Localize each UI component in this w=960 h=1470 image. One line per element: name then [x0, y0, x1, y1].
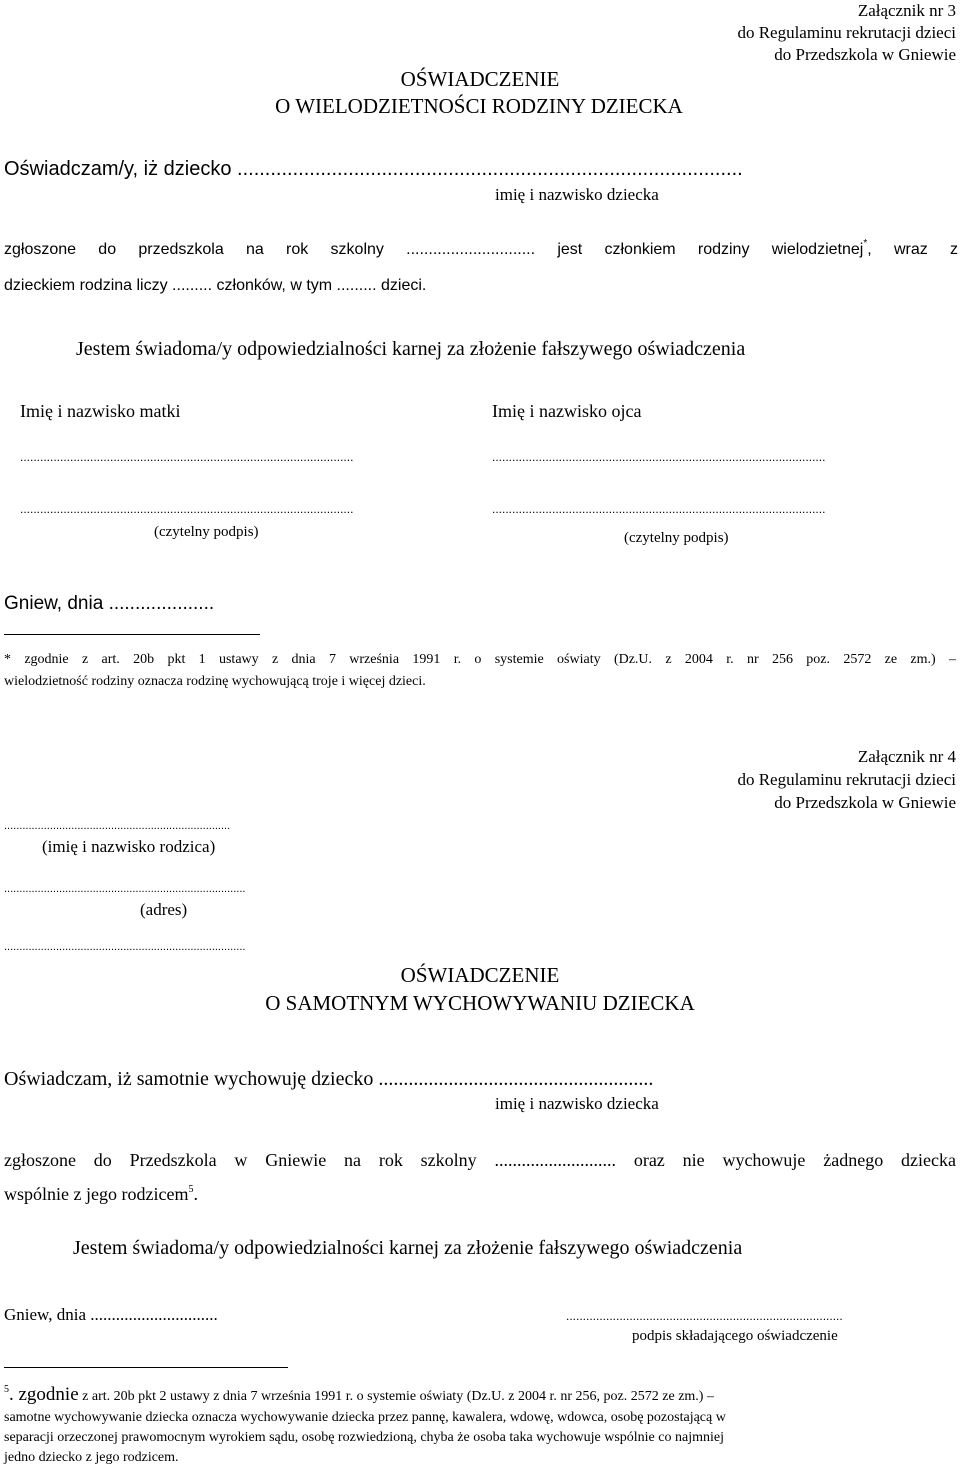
footnote-line: separacji orzeczonej prawomocnym wyrokiem sądu, osobę rozwiedzioną, chyba że osoba taka wychowuje wspólnie co najmniej — [4, 1430, 724, 1445]
father-name-dots: .................................................................................................... — [492, 450, 826, 464]
annex-institution: do Przedszkola w Gniewie — [774, 793, 956, 812]
title-line: OŚWIADCZENIE — [400, 963, 560, 987]
family-size-paragraph: dzieckiem rodzina liczy ......... członków, w tym ......... dzieci. — [4, 277, 427, 294]
declaration-title-2 — [0, 961, 960, 1017]
paragraph-text: zgłoszone do przedszkola na rok szkolny ............................. jest członkiem rodziny wielodzietnej — [4, 241, 864, 258]
mother-name-dots: .................................................................................................... — [20, 450, 354, 464]
child-name-caption: imię i nazwisko dziecka — [495, 1094, 659, 1113]
father-name-label: Imię i nazwisko ojca — [492, 401, 642, 421]
annex-institution: do Przedszkola w Gniewie — [774, 45, 956, 64]
footnote-separator — [4, 634, 260, 635]
child-name-line: Oświadczam, iż samotnie wychowuję dziecko ....................................................... — [4, 1068, 654, 1090]
mother-name-label: Imię i nazwisko matki — [20, 401, 181, 421]
footnote-line: wielodzietność rodziny oznacza rodzinę wychowującą troje i więcej dzieci. — [4, 674, 426, 689]
awareness-statement: Jestem świadoma/y odpowiedzialności karnej za złożenie fałszywego oświadczenia — [73, 1237, 743, 1259]
child-name-line: Oświadczam/y, iż dziecko ........................................................................................... — [4, 158, 743, 180]
parent-name-dots: .......................................................................... — [4, 820, 231, 832]
annex-number: Załącznik nr 3 — [857, 1, 956, 20]
title-line: O WIELODZIETNOŚCI RODZINY DZIECKA — [275, 94, 683, 118]
annex-number: Załącznik nr 4 — [857, 747, 956, 766]
footnote-text: z art. 20b pkt 2 ustawy z dnia 7 września 1991 r. o systemie oświaty (Dz.U. z 2004 r. nr 256, poz. 2572 ze zm.) – — [78, 1389, 714, 1404]
place-date-line: Gniew, dnia .............................. — [4, 1305, 218, 1324]
place-date-line: Gniew, dnia .................... — [4, 593, 215, 614]
footnote-marker: 5 — [4, 1384, 9, 1395]
annex-regulation: do Regulaminu rekrutacji dzieci — [737, 770, 956, 789]
footnote-marker: 5 — [188, 1184, 194, 1195]
address-dots: ............................................................................... — [4, 883, 246, 895]
paragraph-text-end: , wraz z — [867, 241, 958, 258]
address-caption: (adres) — [140, 900, 188, 919]
annex-header-3 — [737, 0, 956, 66]
footnote-line: jedno dziecko z jego rodzicem. — [4, 1450, 179, 1465]
footnote-line: samotne wychowywanie dziecka oznacza wychowywanie dziecka przez pannę, kawalera, wdowę, wdowca, osobę pozostającą w — [4, 1410, 726, 1425]
annex-regulation: do Regulaminu rekrutacji dzieci — [737, 23, 956, 42]
footnote-lead: . zgodnie — [9, 1384, 79, 1405]
signature-caption: podpis składającego oświadczenie — [632, 1328, 838, 1344]
declaration-title-1 — [0, 66, 960, 120]
mother-signature-caption: (czytelny podpis) — [154, 524, 259, 540]
sole-parent-paragraph — [4, 1184, 198, 1205]
address-dots-second: ............................................................................... — [4, 941, 246, 953]
footnote-line: * zgodnie z art. 20b pkt 1 ustawy z dnia 7 września 1991 r. o systemie oświaty (Dz.U. z 2004 r. nr 256 poz. 2572 ze zm.) – — [4, 652, 956, 667]
parent-name-caption: (imię i nazwisko rodzica) — [42, 837, 216, 856]
footnote-separator — [4, 1367, 288, 1368]
paragraph-text-end: . — [193, 1184, 198, 1204]
mother-signature-dots: .................................................................................................... — [20, 502, 354, 516]
school-year-paragraph — [4, 238, 958, 259]
annex-header-4 — [737, 745, 956, 814]
child-name-caption: imię i nazwisko dziecka — [495, 185, 659, 204]
title-line: O SAMOTNYM WYCHOWYWANIU DZIECKA — [265, 991, 695, 1015]
signature-dots: ................................................................................... — [566, 1309, 843, 1323]
awareness-statement: Jestem świadoma/y odpowiedzialności karnej za złożenie fałszywego oświadczenia — [76, 338, 746, 360]
father-signature-caption: (czytelny podpis) — [624, 530, 729, 546]
footnote-marker: * — [863, 238, 868, 249]
father-signature-dots: .................................................................................................... — [492, 502, 826, 516]
title-line: OŚWIADCZENIE — [400, 67, 560, 91]
footnote-line — [4, 1384, 926, 1406]
paragraph-text: wspólnie z jego rodzicem — [4, 1184, 189, 1204]
school-year-paragraph: zgłoszone do Przedszkola w Gniewie na rok szkolny ........................... oraz nie wychowuje żadnego dziecka — [4, 1150, 956, 1170]
